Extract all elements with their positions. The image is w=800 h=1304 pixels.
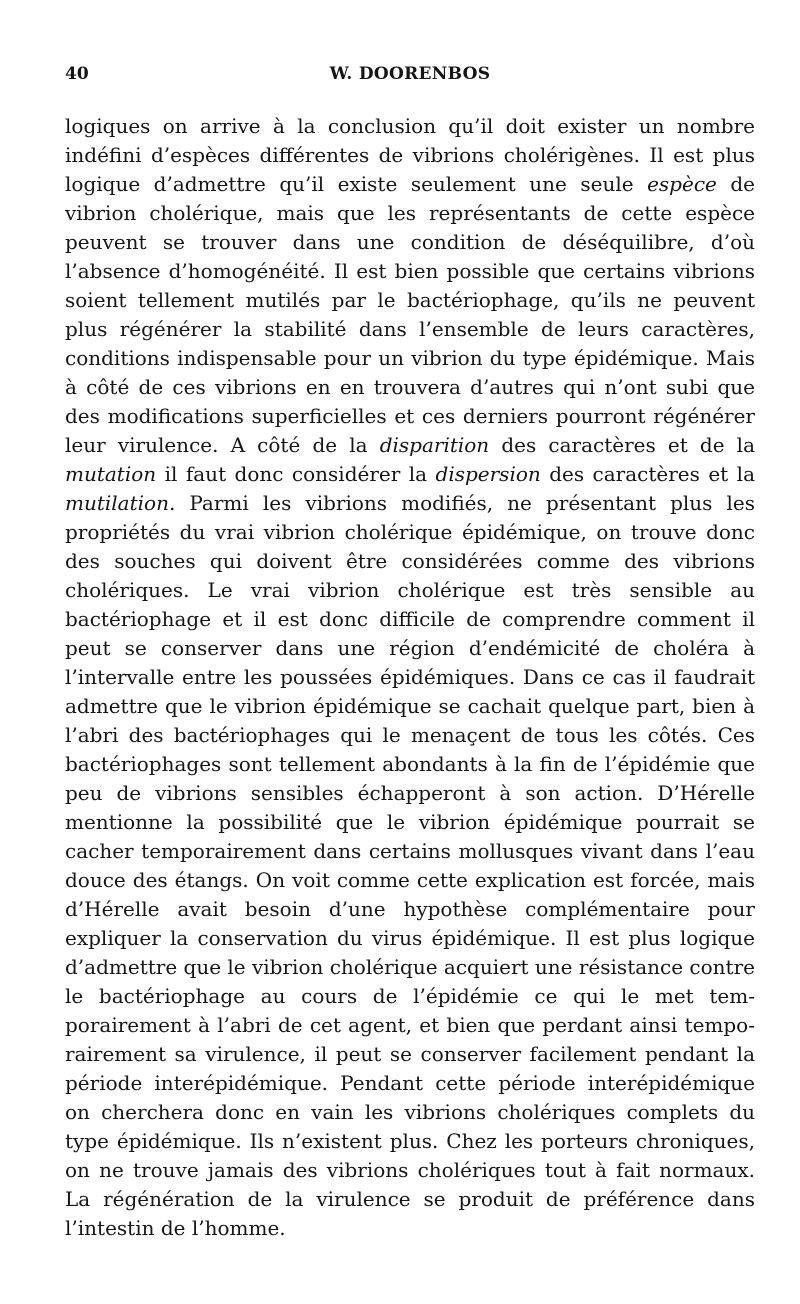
- italic-term-mutation: mutation: [65, 462, 157, 486]
- page-number: 40: [65, 64, 89, 84]
- text-segment-5: des caractères et la: [540, 462, 755, 486]
- text-segment-2: de vibrion cholérique, mais que les représentants de cette espèce peuvent se trouver dans une condition de déséquilibre, d’où l’absence d’homogénéité. Il est bien possible que certains vibrions soient tellement mutilés par le bactériophage, qu’ils ne peuvent plus régénérer la stabilité dans l’ensemble de leurs caractères, conditions indispensable pour un vibrion du type épidémique. Mais à côté de ces vibrions en en trouvera d’autres qui n’ont subi que des modifications superficielles et ces derniers pourront régénérer leur virulence. A côté de la: [65, 172, 756, 457]
- text-segment-6: Parmi les vibrions modifiés, ne présentant plus les propriétés du vrai vibrion cholérique épidémique, on trouve donc des souches qui doivent être considérées comme des vibrions cholériques. Le vrai vibrion cholérique est très sensible au bactériophage et il est donc difficile de comprendre comment il peut se conserver dans une région d’endémicité de choléra à l’intervalle entre les poussées épidémiques. Dans ce cas il faudrait admettre que le vibrion épidémique se cachait quelque part, bien à l’abri des bactériophages qui le menaçent de tous les côtés. Ces bactériophages sont tellement abondants à la fin de l’épidémie que peu de vibrions sensibles échapperont à son action. D’Hérelle mentionne la possibilité que le vibrion épidémique pourrait se cacher temporairement dans certains mollusques vivant dans l’eau douce des étangs. On voit comme cette explication est forcée, mais d’Hérelle avait besoin d’une hypothèse complémentaire pour expliquer la conservation du virus épidémique. Il est plus logique d’admettre que le vibrion cholérique acquiert une résistance contre le bactériophage au cours de l’épidémie ce qui le met temporairement à l’abri de cet agent, et bien que perdant ainsi temporairement sa virulence, il peut se conserver facilement pendant la période interépidémique. Pendant cette période interépidémique on cherchera donc en vain les vibrions cholériques complets du type épidémique. Ils n’existent plus. Chez les porteurs chroniques, on ne trouve jamais des vibrions cholériques tout à fait normaux. La régénération de la virulence se produit de préférence dans l’intestin de l’homme.: [65, 491, 755, 1240]
- text-segment-1: logiques on arrive à la conclusion qu’il doit exister un nombre indéfini d’espèces différentes de vibrions cholérigènes. Il est plus logique d’admettre qu’il existe seulement une seule: [65, 114, 755, 196]
- text-segment-3: des caractères et de la: [489, 433, 755, 457]
- running-title: W. DOORENBOS: [329, 64, 491, 84]
- italic-term-dispersion: dispersion: [435, 462, 541, 486]
- text-segment-4: il faut donc considérer la: [156, 462, 436, 486]
- italic-term-disparition: disparition: [379, 433, 490, 457]
- italic-term-espece: espèce: [647, 172, 717, 196]
- italic-term-mutilation: mutilation.: [65, 491, 176, 515]
- body-paragraph: [65, 112, 755, 1243]
- book-page: [65, 64, 755, 1243]
- running-head: [65, 64, 755, 94]
